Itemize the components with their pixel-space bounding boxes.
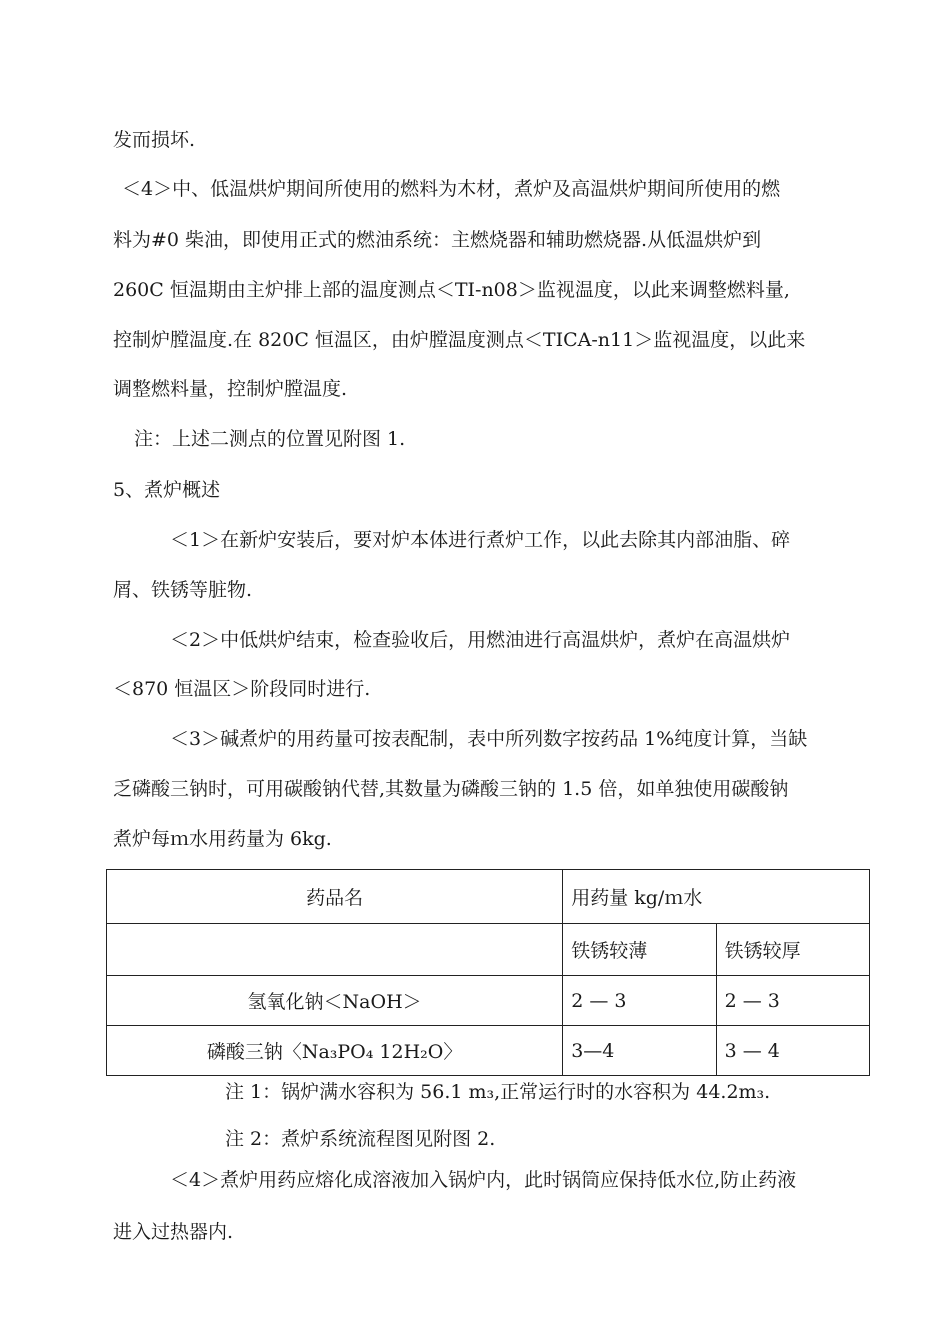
paragraph-line: 发而损坏. <box>113 129 196 151</box>
note-line: 注：上述二测点的位置见附图 1. <box>134 428 406 450</box>
empty-cell <box>107 924 563 976</box>
paragraph-line: ＜1＞在新炉安装后，要对炉本体进行煮炉工作，以此去除其内部油脂、碎 <box>170 529 791 551</box>
dose-thick-cell: 2 — 3 <box>716 976 869 1026</box>
paragraph-line: ＜4＞煮炉用药应熔化成溶液加入锅炉内，此时锅筒应保持低水位,防止药液 <box>170 1169 797 1191</box>
table-row <box>107 1026 870 1076</box>
paragraph-line: ＜2＞中低烘炉结束，检查验收后，用燃油进行高温烘炉，煮炉在高温烘炉 <box>170 629 791 651</box>
dose-thick-cell: 3 — 4 <box>716 1026 869 1076</box>
table-note: 注 2：煮炉系统流程图见附图 2. <box>225 1128 496 1150</box>
section-heading: 5、煮炉概述 <box>113 479 221 501</box>
table-note: 注 1：锅炉满水容积为 56.1 m₃,正常运行时的水容积为 44.2m₃. <box>225 1081 771 1103</box>
table-subheader-row <box>107 924 870 976</box>
paragraph-line: 料为#0 柴油，即使用正式的燃油系统：主燃烧器和辅助燃烧器.从低温烘炉到 <box>113 229 762 251</box>
paragraph-line: 煮炉每ｍ水用药量为 6kg. <box>113 828 332 850</box>
header-dosage: 用药量 kg/ｍ水 <box>563 870 870 924</box>
header-medicine-name: 药品名 <box>107 870 563 924</box>
subheader-thin-rust: 铁锈较薄 <box>563 924 716 976</box>
medicine-name-cell: 磷酸三钠〈Na₃PO₄ 12H₂O〉 <box>107 1026 563 1076</box>
paragraph-line: 乏磷酸三钠时，可用碳酸钠代替,其数量为磷酸三钠的 1.5 倍，如单独使用碳酸钠 <box>113 778 789 800</box>
paragraph-line: ＜3＞碱煮炉的用药量可按表配制，表中所列数字按药品 1%纯度计算，当缺 <box>170 728 808 750</box>
paragraph-line: ＜4＞中、低温烘炉期间所使用的燃料为木材，煮炉及高温烘炉期间所使用的燃 <box>122 178 781 200</box>
paragraph-line: 控制炉膛温度.在 820C 恒温区，由炉膛温度测点＜TICA-n11＞监视温度，以此来 <box>113 329 806 351</box>
table-row <box>107 976 870 1026</box>
table-header-row <box>107 870 870 924</box>
paragraph-line: ＜870 恒温区＞阶段同时进行. <box>113 678 371 700</box>
dose-thin-cell: 2 — 3 <box>563 976 716 1026</box>
medicine-name-cell: 氢氧化钠＜NaOH＞ <box>107 976 563 1026</box>
dose-thin-cell: 3—4 <box>563 1026 716 1076</box>
paragraph-line: 调整燃料量，控制炉膛温度. <box>113 378 348 400</box>
paragraph-line: 屑、铁锈等脏物. <box>113 579 253 601</box>
paragraph-line: 进入过热器内. <box>113 1221 234 1243</box>
subheader-thick-rust: 铁锈较厚 <box>716 924 869 976</box>
paragraph-line: 260C 恒温期由主炉排上部的温度测点＜TI-n08＞监视温度，以此来调整燃料量, <box>113 279 790 301</box>
dosage-table <box>106 869 870 1076</box>
